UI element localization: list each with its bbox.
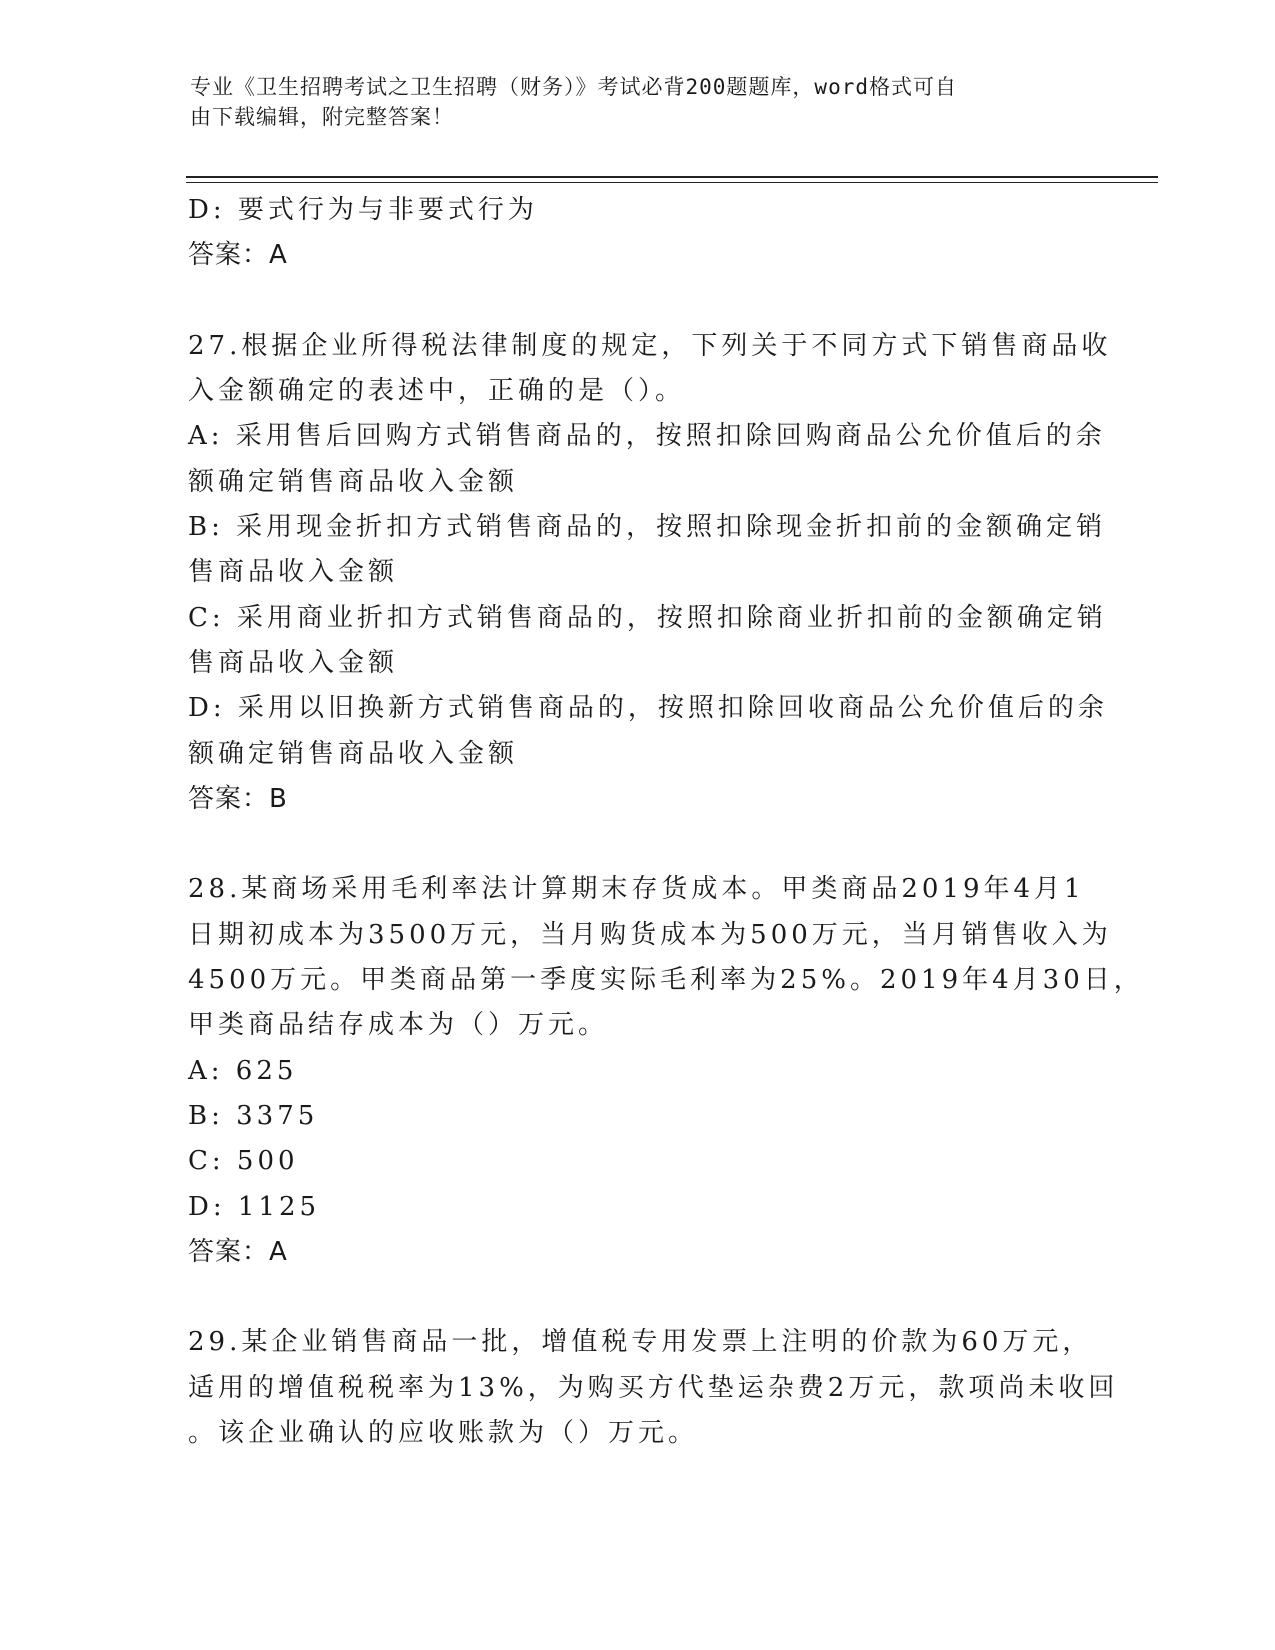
prev-option-d: D: 要式行为与非要式行为 — [188, 195, 538, 225]
question-28 — [188, 867, 1144, 1275]
q28-answer: 答案：A — [188, 1236, 288, 1267]
q28-stem-line-1: 28.某商场采用毛利率法计算期末存货成本。甲类商品2019年4月1 — [188, 874, 1085, 905]
q29-stem-line-3: 。该企业确认的应收账款为（）万元。 — [188, 1418, 699, 1449]
q27-option-a-line-2: 额确定销售商品收入金额 — [188, 466, 519, 497]
spacer — [188, 1275, 1088, 1320]
header-line-1: 专业《卫生招聘考试之卫生招聘（财务）》考试必背200题题库，word格式可自 — [190, 75, 957, 99]
question-content — [188, 188, 1144, 1456]
q27-option-c-line-1: C: 采用商业折扣方式销售商品的，按照扣除商业折扣前的金额确定销 — [188, 602, 1107, 633]
q27-stem-line-1: 27.根据企业所得税法律制度的规定，下列关于不同方式下销售商品收 — [188, 330, 1112, 361]
q29-stem-line-2: 适用的增值税税率为13%，为购买方代垫运杂费2万元，款项尚未收回 — [188, 1372, 1119, 1403]
document-header — [190, 72, 1090, 132]
q28-option-a: A: 625 — [188, 1055, 298, 1086]
q27-option-d-line-1: D: 采用以旧换新方式销售商品的，按照扣除回收商品公允价值后的余 — [188, 693, 1108, 724]
q28-stem-line-4: 甲类商品结存成本为（）万元。 — [188, 1010, 609, 1041]
q28-option-d: D: 1125 — [188, 1191, 321, 1222]
question-29 — [188, 1320, 1119, 1456]
header-divider-thin — [186, 182, 1158, 183]
q27-option-c-line-2: 售商品收入金额 — [188, 647, 399, 678]
spacer — [188, 279, 1088, 324]
header-line-2: 由下载编辑，附完整答案！ — [190, 105, 454, 129]
q28-option-b: B: 3375 — [188, 1100, 319, 1131]
q27-answer: 答案：B — [188, 783, 288, 814]
q29-stem-line-1: 29.某企业销售商品一批，增值税专用发票上注明的价款为60万元， — [188, 1327, 1093, 1358]
q27-option-a-line-1: A: 采用售后回购方式销售商品的，按照扣除回购商品公允价值后的余 — [188, 421, 1106, 452]
question-27 — [188, 324, 1112, 822]
header-divider-thick — [186, 176, 1158, 178]
q27-stem-line-2: 入金额确定的表述中，正确的是（）。 — [188, 376, 686, 407]
spacer — [188, 822, 1088, 867]
q28-stem-line-2: 日期初成本为3500万元，当月购货成本为500万元，当月销售收入为 — [188, 919, 1112, 950]
q27-option-b-line-2: 售商品收入金额 — [188, 557, 399, 588]
q27-option-d-line-2: 额确定销售商品收入金额 — [188, 738, 519, 769]
q28-option-c: C: 500 — [188, 1146, 299, 1177]
q28-stem-line-3: 4500万元。甲类商品第一季度实际毛利率为25%。2019年4月30日， — [188, 965, 1144, 996]
prev-answer: 答案：A — [188, 240, 288, 271]
q27-option-b-line-1: B: 采用现金折扣方式销售商品的，按照扣除现金折扣前的金额确定销 — [188, 512, 1107, 543]
